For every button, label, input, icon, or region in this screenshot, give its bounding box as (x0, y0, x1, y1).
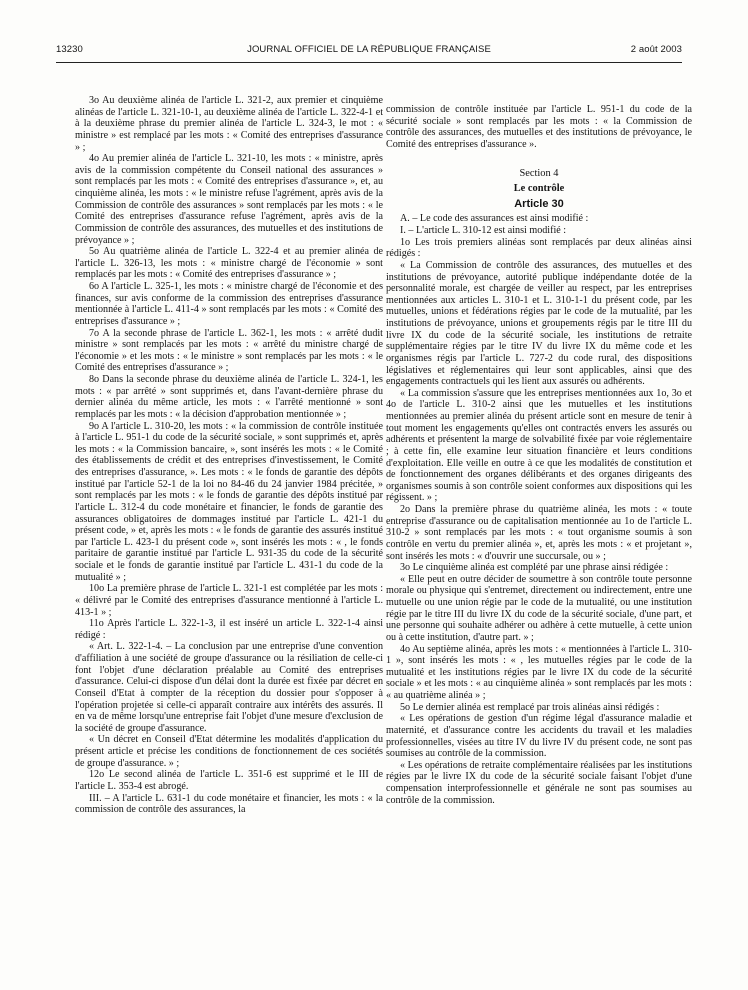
paragraph: « Elle peut en outre décider de soumettre à son contrôle toute personne morale ou physique qui s'entremet, directement ou indirectement, entre une mutuelle ou une union régie par le code de la mutualité, ou une institution régie par le titre III du livre IX du code de la sécurité sociale, d'une part, et une personne qui souhaite adhérer ou adhère à cette mutuelle, à cette union ou à cette institution, d'autre part. » ; (386, 573, 692, 643)
header-rule (56, 62, 682, 63)
paragraph: 12o Le second alinéa de l'article L. 351-6 est supprimé et le III de l'article L. 353-4 est abrogé. (75, 769, 383, 792)
paragraph: 10o La première phrase de l'article L. 321-1 est complétée par les mots : « délivré par le Comité des entreprises d'assurance mentionné à l'article L. 413-1 » ; (75, 583, 383, 618)
paragraph: III. – A l'article L. 631-1 du code monétaire et financier, les mots : « la commission de contrôle des assurances, la (75, 792, 383, 816)
paragraph: 6o A l'article L. 325-1, les mots : « ministre chargé de l'économie et des finances, sur avis conforme de la commission des entreprises d'assurance mentionnée à l'article L. 411-4 » sont remplacés par les mots : « Comité des entreprises d'assurance » ; (75, 281, 383, 327)
paragraph: 3o Au deuxième alinéa de l'article L. 321-2, aux premier et cinquième alinéas de l'article L. 321-10-1, au deuxième alinéa de l'article L. 322-4-1 et à la deuxième phrase du premier alinéa de l'article L. 324-3, le mot : « ministre » est remplacé par les mots : « Comité des entreprises d'assurance » ; (75, 95, 383, 153)
section-subtitle: Le contrôle (513, 183, 565, 195)
continuation-paragraph: commission de contrôle instituée par l'article L. 951-1 du code de la sécurité sociale » sont remplacés par les mots : « la Commission de contrôle des assurances, des mutuelles et des institutions de prévoyance, le Comité des entreprises d'assurance ». (386, 104, 692, 150)
page-number: 13230 (56, 44, 83, 55)
paragraph: « Un décret en Conseil d'Etat détermine les modalités d'application du présent article et précise les conditions de fonctionnement de ces sociétés de groupe d'assurance. » ; (75, 734, 383, 769)
issue-date: 2 août 2003 (630, 44, 682, 55)
paragraph: 7o A la seconde phrase de l'article L. 362-1, les mots : « arrêté dudit ministre » sont remplacés par les mots : « arrêté du ministre chargé de l'économie » et les mots : « le ministre » sont remplacés par les mots : « le Comité des entreprises d'assurance » ; (75, 327, 383, 374)
paragraph: 1o Les trois premiers alinéas sont remplacés par deux alinéas ainsi rédigés : (386, 236, 692, 260)
right-column (386, 104, 692, 806)
paragraph: « Art. L. 322-1-4. – La conclusion par une entreprise d'une convention d'affiliation à une société de groupe d'assurance ou la résiliation de celle-ci font l'objet d'une déclaration préalable au Comité des entreprises d'assurance. Celui-ci dispose d'un délai dont la durée est fixée par décret en Conseil d'Etat à compter de la réception du dossier pour s'opposer à l'opération projetée si celle-ci apparaît contraire aux intérêts des assurés. Il en va de même lorsqu'une entreprise fait l'objet d'une mesure d'exclusion de la société de groupe d'assurance. (75, 641, 383, 734)
paragraph: 11o Après l'article L. 322-1-3, il est inséré un article L. 322-1-4 ainsi rédigé : (75, 618, 383, 641)
paragraph: « Les opérations de retraite complémentaire réalisées par les institutions régies par le livre IX du code de la sécurité sociale faisant l'objet d'une compensation interprofessionnelle et générale ne sont pas soumises au contrôle de la commission. (386, 759, 692, 806)
paragraph: « La commission s'assure que les entreprises mentionnées aux 1o, 3o et 4o de l'article L. 310-2 ainsi que les mutuelles et les institutions mentionnées au premier alinéa du présent article sont en mesure de tenir à tout moment les engagements qu'elles ont contractés envers les assurés ou adhérents et présentent la marge de solvabilité fixée par voie réglementaire ; à cette fin, elle examine leur situation financière et leurs conditions d'exploitation. Elle veille en outre à ce que les modalités de constitution et de fonctionnement des organes délibérants et des organes dirigeants des organismes soumis à son contrôle soient conformes aux dispositions qui les régissent. » ; (386, 387, 692, 504)
paragraph: 5o Au quatrième alinéa de l'article L. 322-4 et au premier alinéa de l'article L. 326-13, les mots : « ministre chargé de l'économie » sont remplacés par les mots : « Comité des entreprises d'assurance » ; (75, 246, 383, 281)
paragraph: « Les opérations de gestion d'un régime légal d'assurance maladie et maternité, et d'assurance contre les accidents du travail et les maladies professionnelles, visées au titre IV du livre IV du présent code, ne sont pas soumises au contrôle de la commission. (386, 713, 692, 760)
left-column (75, 95, 383, 816)
paragraph: 2o Dans la première phrase du quatrième alinéa, les mots : « toute entreprise d'assurance ou de capitalisation mentionnée au 1o de l'article L. 310-2 » sont remplacés par les mots : « tout organisme soumis à son contrôle en vertu du premier alinéa », et, après les mots : « et projetant », sont insérés les mots : « d'ouvrir une succursale, ou » ; (386, 504, 692, 562)
paragraph: A. – Le code des assurances est ainsi modifié : (400, 213, 589, 225)
paragraph: 5o Le dernier alinéa est remplacé par trois alinéas ainsi rédigés : (400, 701, 660, 713)
paragraph: « La Commission de contrôle des assurances, des mutuelles et des institutions de prévoyance, autorité publique indépendante dotée de la personnalité morale, est chargée de veiller au respect, par les entreprises mentionnées aux articles L. 310-1 et L. 310-1-1 du présent code, par les mutuelles, unions et fédérations régies par le code de la mutualité, par les institutions de prévoyance, unions et groupements régis par le titre III du livre IX du code de la sécurité sociale, les institutions de retraite supplémentaire régies par le titre IV du livre IX du même code et les organismes régis par l'article L. 727-2 du code rural, des dispositions législatives et réglementaires qui leur sont applicables, ainsi que des engagements contractuels qui les lient aux assurés ou adhérents. (386, 259, 692, 388)
page-header (56, 44, 682, 58)
article-title: Article 30 (514, 197, 564, 210)
paragraph: 8o Dans la seconde phrase du deuxième alinéa de l'article L. 324-1, les mots : « par arrêté » sont supprimés et, dans l'avant-dernière phrase du dernier alinéa du même article, les mots : « l'arrêté mentionné » sont remplacés par les mots : « la décision d'approbation mentionnée » ; (75, 374, 383, 420)
paragraph: 3o Le cinquième alinéa est complété par une phrase ainsi rédigée : (400, 562, 669, 574)
section-title: Section 4 (519, 167, 559, 179)
paragraph: 4o Au premier alinéa de l'article L. 321-10, les mots : « ministre, après avis de la commission compétente du Conseil national des assurances » sont remplacés par les mots : « Comité des entreprises d'assurance », et, au cinquième alinéa, les mots : « le ministre refuse l'agrément, après avis de la Commission de contrôle des assurances » sont remplacés par les mots : « le Comité des entreprises d'assurance refuse l'agrément, après avis de la Commission de contrôle des assurances, des mutuelles et des institutions de prévoyance » ; (75, 153, 383, 246)
paragraph: 4o Au septième alinéa, après les mots : « mentionnées à l'article L. 310-1 », sont insérés les mots : « , les mutuelles régies par le code de la mutualité et les institutions régies par le livre IX du code de la sécurité sociale » et les mots : « au cinquième alinéa » sont remplacés par les mots : « au quatrième alinéa » ; (386, 643, 692, 701)
paragraph: 9o A l'article L. 310-20, les mots : « la commission de contrôle instituée à l'article L. 951-1 du code de la sécurité sociale, » sont supprimés et, après les mots : « la Commission bancaire, », sont insérés les mots : « le Comité des établissements de crédit et des entreprises d'investissement, le Comité des entreprises d'assurance, ». Les mots : « le fonds de garantie des dépôts institué par l'article 52-1 de la loi no 84-46 du 24 janvier 1984 précitée, » sont remplacés par les mots : « le fonds de garantie des dépôts institué par l'article L. 312-4 du code monétaire et financier, le fonds de garantie des assurances obligatoires de dommages institué par l'article L. 421-1 du présent code, » et, après les mots : « le fonds de garantie des assurés institué par l'article L. 423-1 du présent code », sont insérés les mots : « , le fonds paritaire de garantie institué par l'article L. 931-35 du code de la sécurité sociale et le fonds de garantie institué par l'article L. 431-1 du code de la mutualité » ; (75, 420, 383, 583)
journal-title: JOURNAL OFFICIEL DE LA RÉPUBLIQUE FRANÇAISE (247, 44, 491, 55)
paragraph: I. – L'article L. 310-12 est ainsi modifié : (400, 225, 567, 236)
